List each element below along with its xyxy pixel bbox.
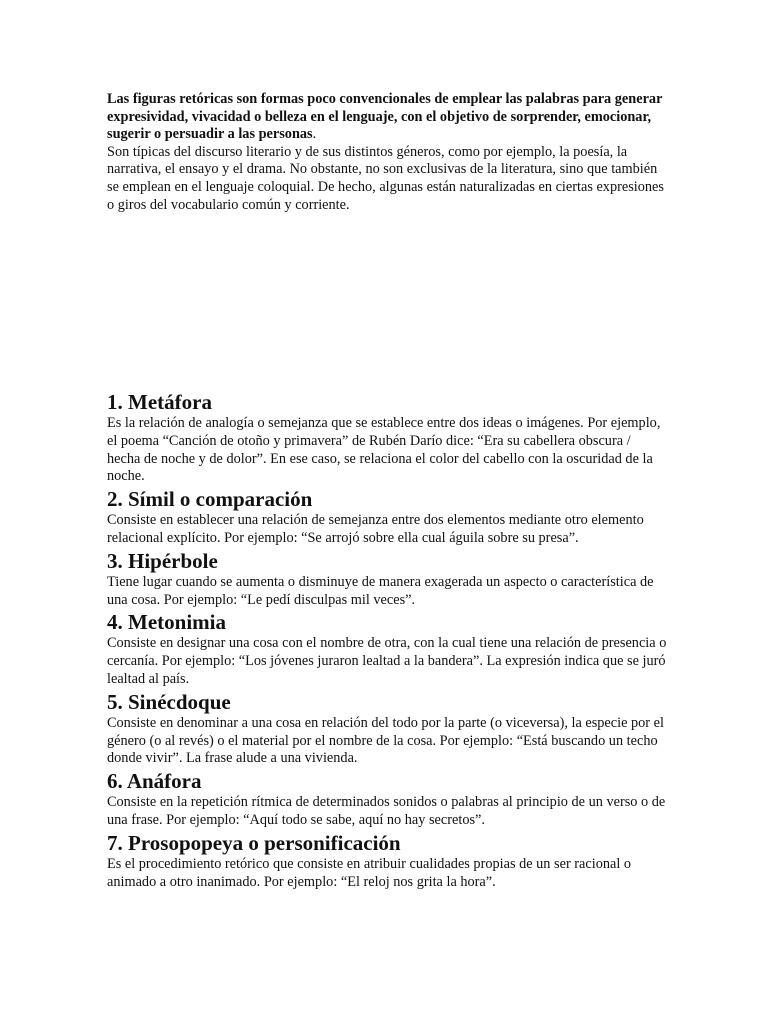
section-title: 6. Anáfora [107, 769, 202, 794]
section-hiperbole [107, 548, 667, 610]
section-title: 1. Metáfora [107, 390, 212, 414]
section-title: 7. Prosopopeya o personificación [107, 830, 401, 855]
intro-bold-text: Las figuras retóricas son formas poco convencionales de emplear las palabras para generar expresividad, vivacidad o belleza en el lenguaje, con el objetivo de sorprender, emocionar, sugerir o persuadir a las personas [107, 91, 663, 143]
figures-list [107, 389, 667, 891]
section-body: Consiste en denominar a una cosa en relación del todo por la parte (o viceversa), la especie por el género (o al revés) o el material por el nombre de la cosa. Por ejemplo: “Está buscando un techo donde vivir”. La frase alude a una vivienda. [107, 714, 664, 767]
section-anafora [107, 768, 667, 830]
section-body: Tiene lugar cuando se aumenta o disminuye de manera exagerada un aspecto o característica de una cosa. Por ejemplo: “Le pedí disculpas mil veces”. [107, 573, 654, 608]
intro-block [107, 91, 667, 214]
intro-paragraph [107, 91, 667, 214]
section-body: Consiste en establecer una relación de semejanza entre dos elementos mediante otro elemento relacional explícito. Por ejemplo: “Se arrojó sobre ella cual águila sobre su presa”. [107, 512, 644, 546]
section-sinecdoque [107, 689, 667, 768]
section-metonimia [107, 609, 667, 688]
section-title: 4. Metonimia [107, 610, 226, 635]
section-body: Consiste en designar una cosa con el nombre de otra, con la cual tiene una relación de presencia o cercanía. Por ejemplo: “Los jóvenes juraron lealtad a la bandera”. La expresión indica que se juró lealtad al país. [107, 635, 667, 687]
section-prosopopeya [107, 830, 667, 892]
intro-bold-tail: . [312, 126, 317, 143]
section-title: 5. Sinécdoque [107, 689, 231, 714]
section-metafora [107, 389, 667, 486]
section-body: Consiste en la repetición rítmica de determinados sonidos o palabras al principio de un verso o de una frase. Por ejemplo: “Aquí todo se sabe, aquí no hay secretos”. [107, 794, 666, 828]
intro-body-text: Son típicas del discurso literario y de sus distintos géneros, como por ejemplo, la poesía, la narrativa, el ensayo y el drama. No obstante, no son exclusivas de la literatura, sino que también se emplean en el lenguaje coloquial. De hecho, algunas están naturalizadas en ciertas expresiones o giros del vocabulario común y corriente. [107, 143, 664, 213]
section-body: Es la relación de analogía o semejanza que se establece entre dos ideas o imágenes. Por ejemplo, el poema “Canción de otoño y primavera” de Rubén Darío dice: “Era su cabellera obscura / hecha de noche y de dolor”. En ese caso, se relaciona el color del cabello con la oscuridad de la noche. [107, 415, 661, 485]
section-title: 3. Hipérbole [107, 548, 218, 573]
section-body: Es el procedimiento retórico que consiste en atribuir cualidades propias de un ser racional o animado a otro inanimado. Por ejemplo: “El reloj nos grita la hora”. [107, 855, 632, 890]
section-simil [107, 486, 667, 548]
section-title: 2. Símil o comparación [107, 487, 313, 512]
